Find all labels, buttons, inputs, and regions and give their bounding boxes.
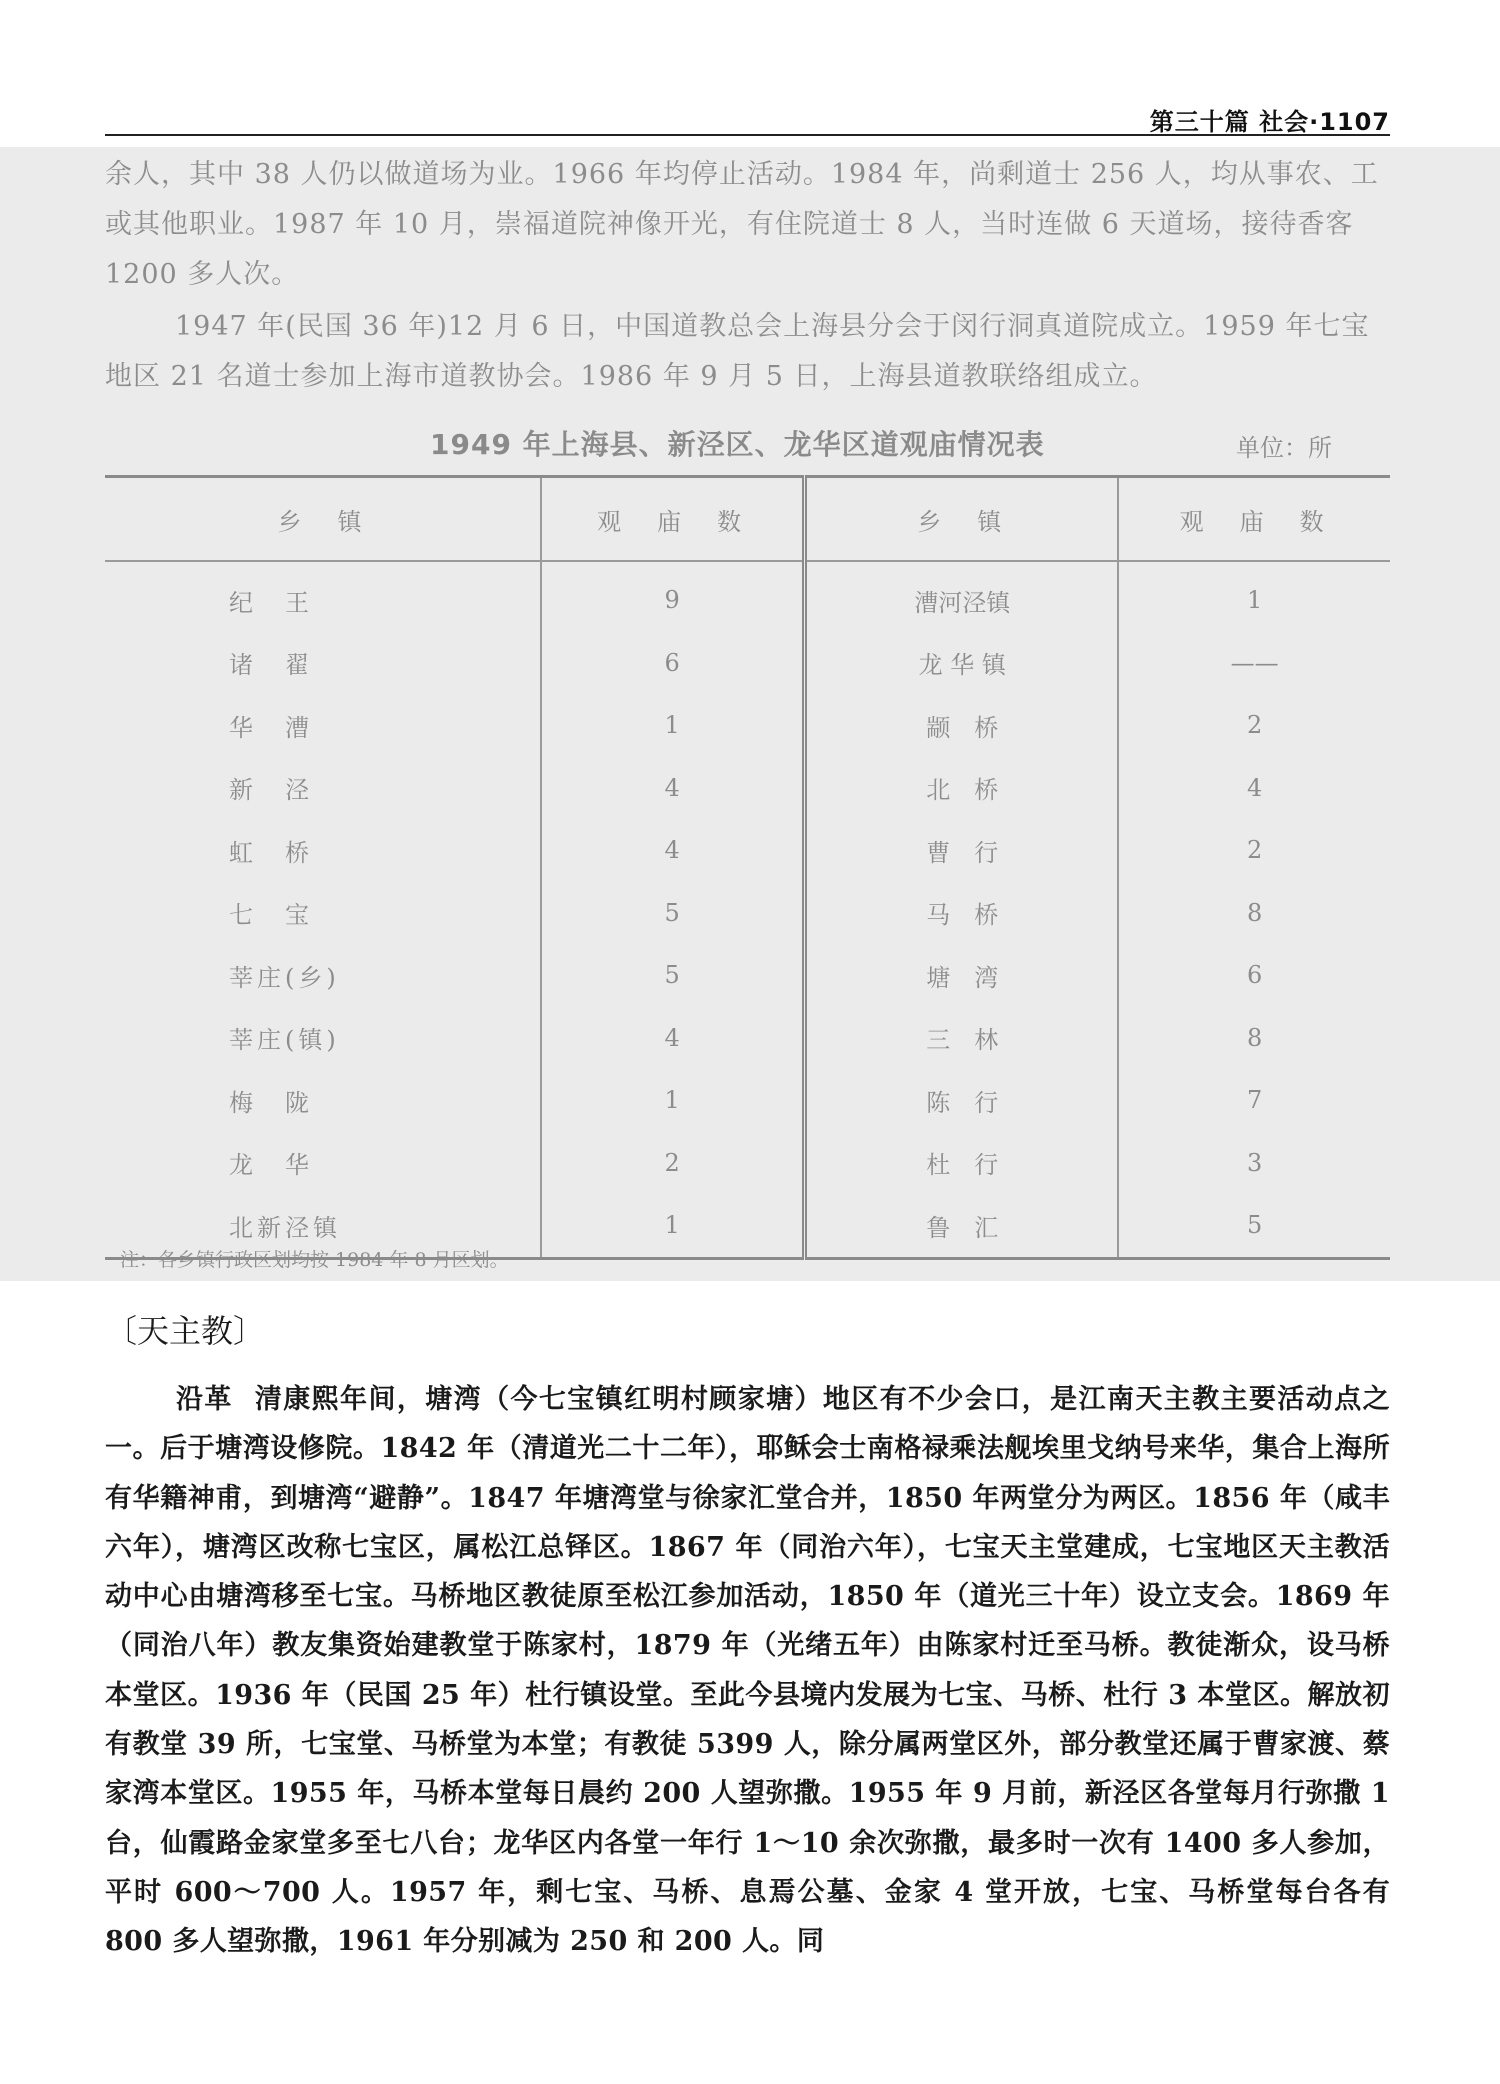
count-cell: 4 xyxy=(541,757,805,820)
count-cell: 5 xyxy=(1118,1194,1390,1258)
town-cell: 三 林 xyxy=(805,1007,1118,1070)
town-cell: 北 桥 xyxy=(805,757,1118,820)
header-town-left: 乡 镇 xyxy=(105,477,541,562)
count-cell: 5 xyxy=(541,882,805,945)
temple-count-table xyxy=(105,475,1390,1260)
count-cell: 3 xyxy=(1246,1148,1263,1177)
table-row xyxy=(105,632,1390,695)
town-cell: 虹 桥 xyxy=(105,819,541,882)
count-cell: 7 xyxy=(1246,1086,1263,1115)
table-row xyxy=(105,561,1390,632)
town-cell: 七 宝 xyxy=(105,882,541,945)
count-cell: —— xyxy=(1230,648,1279,677)
header-count-left: 观 庙 数 xyxy=(541,477,805,562)
count-cell: 6 xyxy=(541,632,805,695)
table-unit: 单位：所 xyxy=(1236,434,1332,462)
table-row xyxy=(105,1132,1390,1195)
table-title: 1949 年上海县、新泾区、龙华区道观庙情况表 xyxy=(430,428,1045,461)
table-row xyxy=(105,694,1390,757)
town-cell: 北新泾镇 xyxy=(105,1194,541,1258)
count-cell: 6 xyxy=(1246,961,1263,990)
town-cell: 杜 行 xyxy=(805,1132,1118,1195)
count-cell: 5 xyxy=(541,944,805,1007)
count-cell: 4 xyxy=(541,1007,805,1070)
table-row xyxy=(105,1007,1390,1070)
table-header-row xyxy=(105,477,1390,562)
count-cell: 8 xyxy=(1246,1023,1263,1052)
count-cell: 1 xyxy=(541,1194,805,1258)
body-lead: 沿革 xyxy=(175,1384,233,1415)
count-cell: 4 xyxy=(541,819,805,882)
town-cell: 梅 陇 xyxy=(105,1069,541,1132)
faded-paragraph-1: 余人，其中 38 人仍以做道场为业。1966 年均停止活动。1984 年，尚剩道士 256 人，均从事农、工或其他职业。1987 年 10 月，崇福道院神像开光，有住院道士 8 人，当时连做 6 天道场，接待香客 1200 多人次。 xyxy=(105,159,1379,290)
town-cell: 龙 华 镇 xyxy=(805,632,1118,695)
faded-paragraph-2: 1947 年(民国 36 年)12 月 6 日，中国道教总会上海县分会于闵行洞真道院成立。1959 年七宝地区 21 名道士参加上海市道教协会。1986 年 9 月 5 日，上海县道教联络组成立。 xyxy=(105,311,1370,392)
town-cell: 陈 行 xyxy=(805,1069,1118,1132)
count-cell: 1 xyxy=(1246,586,1263,615)
town-cell: 华 漕 xyxy=(105,694,541,757)
town-cell: 颛 桥 xyxy=(805,694,1118,757)
section-title: 〔天主教〕 xyxy=(105,1312,266,1350)
table-note: 注：各乡镇行政区划均按 1984 年 8 月区划。 xyxy=(120,1249,509,1271)
header-rule xyxy=(105,134,1390,136)
page-header xyxy=(105,96,1390,136)
count-cell: 1 xyxy=(541,1069,805,1132)
town-cell: 鲁 汇 xyxy=(805,1194,1118,1258)
count-cell: 1 xyxy=(541,694,805,757)
town-cell: 曹 行 xyxy=(805,819,1118,882)
count-cell: 2 xyxy=(1246,836,1263,865)
town-cell: 新 泾 xyxy=(105,757,541,820)
town-cell: 莘庄(乡) xyxy=(105,944,541,1007)
count-cell: 8 xyxy=(1246,898,1263,927)
header-text: 第三十篇 社会·1107 xyxy=(1149,108,1390,136)
count-cell: 4 xyxy=(1246,773,1263,802)
count-cell: 2 xyxy=(1246,711,1263,740)
table-row xyxy=(105,882,1390,945)
table-row xyxy=(105,819,1390,882)
table-row xyxy=(105,1069,1390,1132)
town-cell: 漕河泾镇 xyxy=(805,561,1118,632)
town-cell: 莘庄(镇) xyxy=(105,1007,541,1070)
town-cell: 马 桥 xyxy=(805,882,1118,945)
town-cell: 塘 湾 xyxy=(805,944,1118,1007)
body-text: 清康熙年间，塘湾（今七宝镇红明村顾家塘）地区有不少会口，是江南天主教主要活动点之一。后于塘湾设修院。1842 年（清道光二十二年），耶稣会士南格禄乘法舰埃里戈纳号来华，集合上海所有华籍神甫，到塘湾“避静”。1847 年塘湾堂与徐家汇堂合并，1850 年两堂分为两区。1856 年（咸丰六年），塘湾区改称七宝区，属松江总铎区。1867 年（同治六年），七宝天主堂建成，七宝地区天主教活动中心由塘湾移至七宝。马桥地区教徒原至松江参加活动，1850 年（道光三十年）设立支会。1869 年（同治八年）教友集资始建教堂于陈家村，1879 年（光绪五年）由陈家村迁至马桥。教徒渐众，设马桥本堂区。1936 年（民国 25 年）杜行镇设堂。至此今县境内发展为七宝、马桥、杜行 3 本堂区。解放初有教堂 39 所，七宝堂、马桥堂为本堂；有教徒 5399 人，除分属两堂区外，部分教堂还属于曹家渡、蔡家湾本堂区。1955 年，马桥本堂每日晨约 200 人望弥撒。1955 年 9 月前，新泾区各堂每月行弥撒 1 台，仙霞路金家堂多至七八台；龙华区内各堂一年行 1～10 余次弥撒，最多时一次有 1400 多人参加，平时 600～700 人。1957 年，剩七宝、马桥、息焉公墓、金家 4 堂开放，七宝、马桥堂每台各有 800 多人望弥撒，1961 年分别减为 250 和 200 人。同 xyxy=(105,1384,1391,1958)
header-count-right: 观 庙 数 xyxy=(1118,477,1390,562)
header-town-right: 乡 镇 xyxy=(805,477,1118,562)
town-cell: 龙 华 xyxy=(105,1132,541,1195)
count-cell: 2 xyxy=(541,1132,805,1195)
body-paragraph xyxy=(105,1375,1390,1967)
count-cell: 9 xyxy=(541,561,805,632)
table-row xyxy=(105,757,1390,820)
table-row xyxy=(105,944,1390,1007)
town-cell: 诸 翟 xyxy=(105,632,541,695)
town-cell: 纪 王 xyxy=(105,561,541,632)
